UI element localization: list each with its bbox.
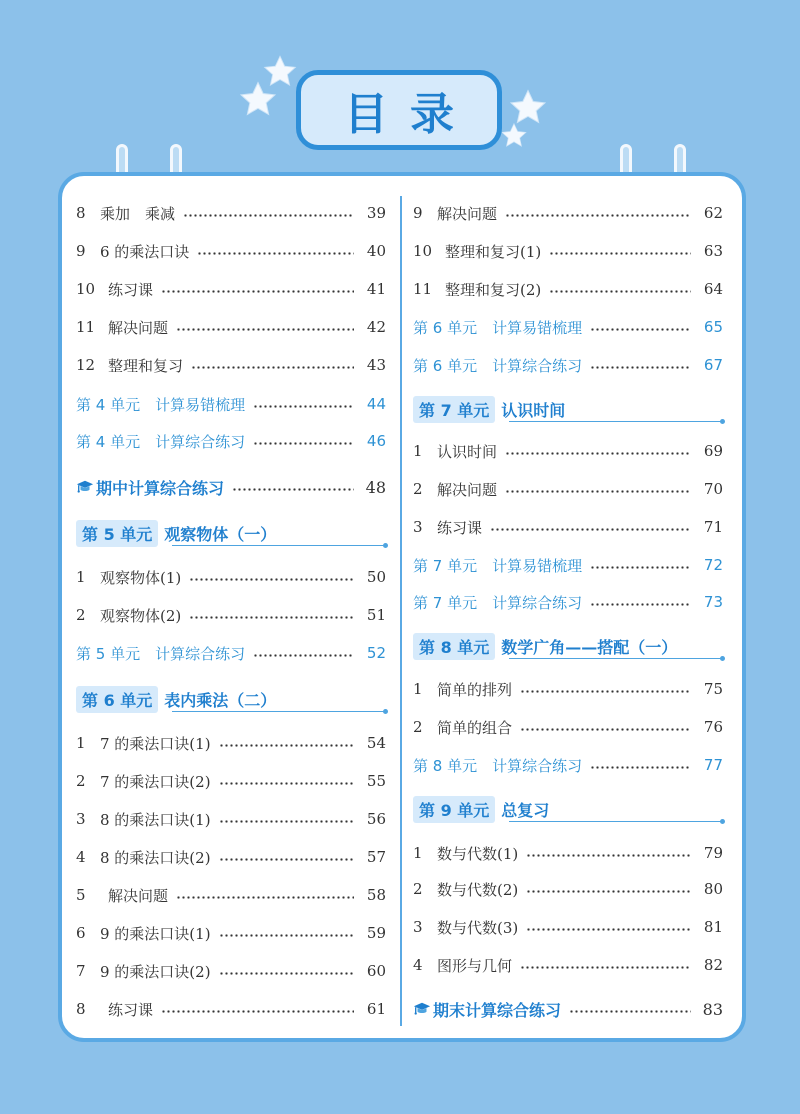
entry-page: 69 <box>703 442 723 460</box>
entry-page: 76 <box>703 718 723 736</box>
toc-entry[interactable] <box>76 808 386 830</box>
entry-page: 67 <box>703 356 723 374</box>
entry-title: 8 的乘法口诀(2) <box>100 848 211 867</box>
dot-leader <box>176 328 354 331</box>
toc-entry[interactable] <box>413 842 723 864</box>
entry-number: 2 <box>413 480 423 498</box>
toc-entry[interactable] <box>76 922 386 944</box>
entry-number: 8 <box>76 204 86 222</box>
entry-page: 83 <box>702 999 723 1019</box>
graduation-cap-icon <box>76 478 94 496</box>
entry-page: 39 <box>366 204 386 222</box>
unit-tag: 第 8 单元 <box>413 633 495 660</box>
toc-entry-unit-practice[interactable] <box>76 642 386 664</box>
dot-leader <box>219 934 354 937</box>
toc-entry[interactable] <box>76 202 386 224</box>
unit-header <box>76 684 386 714</box>
unit-header <box>76 518 386 548</box>
entry-title: 乘加 乘减 <box>100 204 176 223</box>
entry-number: 3 <box>413 918 423 936</box>
dot-leader <box>219 858 354 861</box>
entry-title: 9 的乘法口诀(2) <box>100 962 211 981</box>
entry-page: 56 <box>366 810 386 828</box>
entry-page: 55 <box>366 772 386 790</box>
entry-title: 数与代数(2) <box>437 880 519 899</box>
dot-leader <box>569 1010 691 1013</box>
unit-title: 总复习 <box>501 800 550 820</box>
entry-title: 第 8 单元 计算综合练习 <box>413 756 583 775</box>
toc-entry-unit-practice[interactable] <box>413 354 723 376</box>
dot-leader <box>505 452 691 455</box>
star-icon <box>500 122 528 150</box>
entry-title: 练习课 <box>108 280 154 299</box>
entry-number: 10 <box>413 242 433 260</box>
toc-entry[interactable] <box>76 998 386 1020</box>
entry-title: 第 4 单元 计算易错梳理 <box>76 395 246 414</box>
dot-leader <box>176 896 354 899</box>
entry-title: 数与代数(1) <box>437 844 519 863</box>
unit-header <box>413 794 723 824</box>
entry-page: 61 <box>366 1000 386 1018</box>
entry-title: 数与代数(3) <box>437 918 519 937</box>
entry-number: 3 <box>413 518 423 536</box>
entry-number: 2 <box>76 772 86 790</box>
dot-leader <box>505 490 691 493</box>
unit-tag: 第 6 单元 <box>76 686 158 713</box>
dot-leader <box>232 488 354 491</box>
dot-leader <box>189 578 354 581</box>
dot-leader <box>189 616 354 619</box>
entry-title: 图形与几何 <box>437 956 513 975</box>
entry-page: 72 <box>703 556 723 574</box>
toc-entry[interactable] <box>413 878 723 900</box>
entry-page: 70 <box>703 480 723 498</box>
entry-page: 64 <box>703 280 723 298</box>
entry-page: 60 <box>366 962 386 980</box>
dot-leader <box>219 972 354 975</box>
entry-title: 解决问题 <box>108 318 169 337</box>
toc-entry[interactable] <box>76 278 386 300</box>
title-box <box>296 70 502 150</box>
unit-underline <box>172 711 386 712</box>
entry-number: 4 <box>413 956 423 974</box>
entry-title: 9 的乘法口诀(1) <box>100 924 211 943</box>
toc-entry[interactable] <box>76 566 386 588</box>
dot-leader <box>197 252 354 255</box>
dot-leader <box>590 766 691 769</box>
entry-page: 48 <box>365 477 386 497</box>
entry-title: 解决问题 <box>437 480 498 499</box>
dot-leader <box>253 654 354 657</box>
entry-title: 简单的排列 <box>437 680 513 699</box>
toc-entry[interactable] <box>413 916 723 938</box>
toc-entry[interactable] <box>76 884 386 906</box>
toc-entry[interactable] <box>413 240 723 262</box>
entry-number: 1 <box>76 734 86 752</box>
entry-number: 1 <box>413 844 423 862</box>
dot-leader <box>590 603 691 606</box>
entry-page: 75 <box>703 680 723 698</box>
entry-page: 79 <box>703 844 723 862</box>
entry-title: 7 的乘法口诀(1) <box>100 734 211 753</box>
toc-entry[interactable] <box>413 278 723 300</box>
entry-number: 11 <box>76 318 96 336</box>
entry-number: 11 <box>413 280 433 298</box>
unit-title: 表内乘法（二） <box>164 690 277 710</box>
entry-page: 58 <box>366 886 386 904</box>
entry-number: 12 <box>76 356 96 374</box>
toc-entry-midterm[interactable] <box>76 476 386 498</box>
entry-page: 54 <box>366 734 386 752</box>
toc-entry[interactable] <box>413 678 723 700</box>
entry-title: 认识时间 <box>437 442 498 461</box>
dot-leader <box>191 366 354 369</box>
entry-number: 1 <box>413 442 423 460</box>
entry-page: 41 <box>366 280 386 298</box>
entry-title: 整理和复习 <box>108 356 184 375</box>
entry-page: 77 <box>703 756 723 774</box>
entry-page: 81 <box>703 918 723 936</box>
entry-page: 40 <box>366 242 386 260</box>
entry-page: 43 <box>366 356 386 374</box>
entry-number: 9 <box>413 204 423 222</box>
toc-entry[interactable] <box>413 516 723 538</box>
entry-title: 解决问题 <box>437 204 498 223</box>
entry-page: 50 <box>366 568 386 586</box>
entry-number: 6 <box>76 924 86 942</box>
toc-entry[interactable] <box>76 354 386 376</box>
entry-page: 51 <box>366 606 386 624</box>
entry-title: 期中计算综合练习 <box>96 478 225 498</box>
toc-entry[interactable] <box>76 846 386 868</box>
page-title: 目录 <box>344 89 476 140</box>
dot-leader <box>590 366 691 369</box>
entry-title: 简单的组合 <box>437 718 513 737</box>
entry-title: 7 的乘法口诀(2) <box>100 772 211 791</box>
toc-entry-unit-practice[interactable] <box>413 754 723 776</box>
unit-title: 认识时间 <box>501 400 566 420</box>
entry-title: 第 5 单元 计算综合练习 <box>76 644 246 663</box>
graduation-cap-icon <box>413 1000 431 1018</box>
entry-page: 82 <box>703 956 723 974</box>
entry-title: 期末计算综合练习 <box>433 1000 562 1020</box>
star-icon <box>238 80 278 120</box>
dot-leader <box>253 405 354 408</box>
entry-title: 观察物体(1) <box>100 568 182 587</box>
entry-page: 42 <box>366 318 386 336</box>
dot-leader <box>183 214 354 217</box>
dot-leader <box>520 690 691 693</box>
entry-page: 62 <box>703 204 723 222</box>
entry-page: 63 <box>703 242 723 260</box>
entry-title: 观察物体(2) <box>100 606 182 625</box>
dot-leader <box>526 890 691 893</box>
entry-title: 第 4 单元 计算综合练习 <box>76 432 246 451</box>
toc-entry[interactable] <box>413 202 723 224</box>
entry-number: 9 <box>76 242 86 260</box>
entry-number: 8 <box>76 1000 86 1018</box>
entry-page: 52 <box>366 644 386 662</box>
unit-tag: 第 9 单元 <box>413 796 495 823</box>
entry-number: 5 <box>76 886 86 904</box>
unit-tag: 第 5 单元 <box>76 520 158 547</box>
toc-entry[interactable] <box>76 316 386 338</box>
toc-entry[interactable] <box>413 478 723 500</box>
entry-page: 44 <box>366 395 386 413</box>
unit-header <box>413 631 723 661</box>
dot-leader <box>520 728 691 731</box>
entry-page: 57 <box>366 848 386 866</box>
entry-title: 第 6 单元 计算综合练习 <box>413 356 583 375</box>
dot-leader <box>526 928 691 931</box>
toc-entry[interactable] <box>76 732 386 754</box>
dot-leader <box>520 966 691 969</box>
unit-title: 数学广角——搭配（一） <box>501 637 678 657</box>
dot-leader <box>219 782 354 785</box>
entry-number: 10 <box>76 280 96 298</box>
dot-leader <box>161 290 354 293</box>
unit-underline <box>509 421 723 422</box>
column-divider <box>400 196 402 1026</box>
entry-number: 1 <box>76 568 86 586</box>
dot-leader <box>590 328 691 331</box>
toc-entry-unit-practice[interactable] <box>413 316 723 338</box>
dot-leader <box>161 1010 354 1013</box>
toc-entry-final[interactable] <box>413 998 723 1020</box>
entry-page: 46 <box>366 432 386 450</box>
unit-title: 观察物体（一） <box>164 524 277 544</box>
toc-entry[interactable] <box>413 716 723 738</box>
toc-entry-unit-practice[interactable] <box>413 591 723 613</box>
entry-number: 2 <box>413 718 423 736</box>
dot-leader <box>490 528 691 531</box>
entry-title: 6 的乘法口诀 <box>100 242 190 261</box>
toc-entry[interactable] <box>76 240 386 262</box>
dot-leader <box>505 214 691 217</box>
unit-underline <box>509 658 723 659</box>
dot-leader <box>219 820 354 823</box>
entry-title: 练习课 <box>437 518 483 537</box>
entry-page: 65 <box>703 318 723 336</box>
unit-underline <box>509 821 723 822</box>
entry-page: 73 <box>703 593 723 611</box>
toc-entry[interactable] <box>413 954 723 976</box>
toc-entry[interactable] <box>76 960 386 982</box>
toc-entry[interactable] <box>413 440 723 462</box>
toc-entry-unit-practice[interactable] <box>76 393 386 415</box>
entry-title: 第 7 单元 计算易错梳理 <box>413 556 583 575</box>
entry-title: 练习课 <box>108 1000 154 1019</box>
dot-leader <box>253 442 354 445</box>
dot-leader <box>219 744 354 747</box>
entry-title: 第 6 单元 计算易错梳理 <box>413 318 583 337</box>
entry-title: 整理和复习(1) <box>445 242 542 261</box>
entry-number: 2 <box>413 880 423 898</box>
entry-page: 71 <box>703 518 723 536</box>
toc-entry[interactable] <box>76 604 386 626</box>
entry-title: 第 7 单元 计算综合练习 <box>413 593 583 612</box>
entry-title: 整理和复习(2) <box>445 280 542 299</box>
entry-number: 2 <box>76 606 86 624</box>
unit-underline <box>172 545 386 546</box>
entry-page: 80 <box>703 880 723 898</box>
entry-title: 8 的乘法口诀(1) <box>100 810 211 829</box>
entry-number: 4 <box>76 848 86 866</box>
dot-leader <box>549 252 691 255</box>
dot-leader <box>526 854 691 857</box>
unit-tag: 第 7 单元 <box>413 396 495 423</box>
toc-entry[interactable] <box>76 770 386 792</box>
dot-leader <box>549 290 691 293</box>
toc-entry-unit-practice[interactable] <box>76 430 386 452</box>
dot-leader <box>590 566 691 569</box>
entry-page: 59 <box>366 924 386 942</box>
entry-number: 3 <box>76 810 86 828</box>
entry-number: 7 <box>76 962 86 980</box>
toc-entry-unit-practice[interactable] <box>413 554 723 576</box>
entry-number: 1 <box>413 680 423 698</box>
unit-header <box>413 394 723 424</box>
entry-title: 解决问题 <box>108 886 169 905</box>
